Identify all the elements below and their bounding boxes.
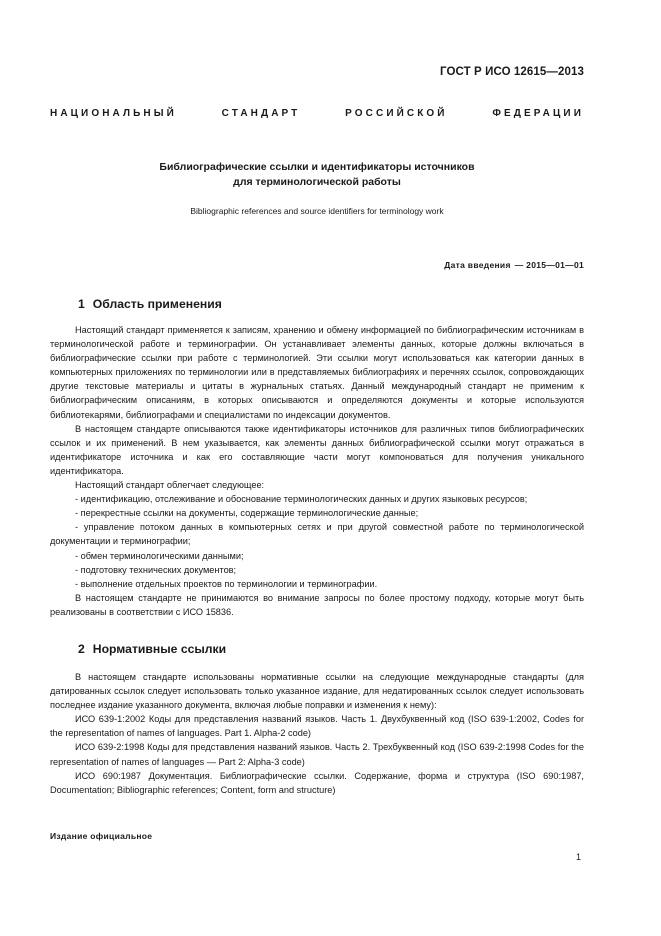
official-edition-label: Издание официальное [50,831,153,841]
document-code: ГОСТ Р ИСО 12615—2013 [439,66,584,78]
title-ru-line-2: для терминологической работы [233,176,401,188]
introduction-date-label: Дата введения [444,260,511,270]
list-item: - выполнение отдельных проектов по терминологии и терминографии. [75,578,378,589]
paragraph: Настоящий стандарт применяется к записям, хранению и обмену информацией по библиографическим источникам в терминологической работе и терминографии. Он устанавливает элементы данных, которые должны включаться в библиографические ссылки при работе с терминологией. Эти ссылки могут использоваться как категории данных в компьютерных приложениях по терминологии или в представляемых библиографиях и перечнях ссылок, сопровождающих другие текстовые материалы и цитаты в журнальных статьях. Данный международный стандарт не применим к библиографическим описаниям, в которых описываются и определяются документы и которые используются библиотекарями, библиографами и специалистами по индексации документов. [50,325,584,420]
list-item: - перекрестные ссылки на документы, содержащие терминологические данные; [75,508,419,519]
paragraph: В настоящем стандарте использованы нормативные ссылки на следующие международные стандарты (для датированных ссылок следует использовать только указанное издание, для недатированных ссылок следует использовать последнее издание указанного документа, включая любые поправки и изменения к нему): [50,672,584,711]
section-1-body [50,323,584,619]
list-item: - управление потоком данных в компьютерных сетях и при другой совместной работе по терминологической документации и терминографии; [50,522,584,547]
section-1-title: Область применения [92,297,222,311]
introduction-date-value: — 2015—01—01 [514,260,584,270]
section-2-heading [78,642,226,656]
list-item: - подготовку технических документов; [75,564,237,575]
paragraph: В настоящем стандарте не принимаются во внимание запросы по более простому подходу, которые могут быть реализованы в соответствии с ИСО 15836. [50,592,584,617]
section-2-body [50,670,584,797]
paragraph: Настоящий стандарт облегчает следующее: [75,480,265,491]
document-title-ru [50,160,584,190]
list-item: - идентификацию, отслеживание и обоснование терминологических данных и других языковых ресурсов; [75,494,528,505]
paragraph: В настоящем стандарте описываются также идентификаторы источников для различных типов библиографических ссылок и их применений. В нем указывается, как элементы данных библиографической ссылки могут отражаться в идентификаторе источника и как его составляющие части могут компоноваться для получения уникального идентификатора. [50,423,584,476]
list-item: - обмен терминологическими данными; [75,550,244,561]
introduction-date [444,260,584,270]
reference-item: ИСО 639-1:2002 Коды для представления названий языков. Часть 1. Двухбуквенный код (ISO 639-1:2002, Codes for the representation of names of languages. Part 1. Alpha-2 code) [50,714,584,739]
section-1-heading [78,297,222,311]
section-2-number: 2 [78,642,85,656]
section-1-number: 1 [78,297,85,311]
reference-item: ИСО 639-2:1998 Коды для представления названий языков. Часть 2. Трехбуквенный код (ISO 639-2:1998 Codes for the representation of names of languages — Part 2: Alpha-3 code) [50,742,584,767]
title-ru-line-1: Библиографические ссылки и идентификаторы источников [159,161,475,173]
section-2-title: Нормативные ссылки [92,642,227,656]
reference-item: ИСО 690:1987 Документация. Библиографические ссылки. Содержание, форма и структура (ISO 690:1987, Documentation; Bibliographic references; Content, form and structure) [50,770,584,795]
page-number: 1 [575,852,581,862]
national-standard-banner: НАЦИОНАЛЬНЫЙ СТАНДАРТ РОССИЙСКОЙ ФЕДЕРАЦИИ [50,108,584,119]
document-title-en: Bibliographic references and source identifiers for terminology work [190,206,444,216]
